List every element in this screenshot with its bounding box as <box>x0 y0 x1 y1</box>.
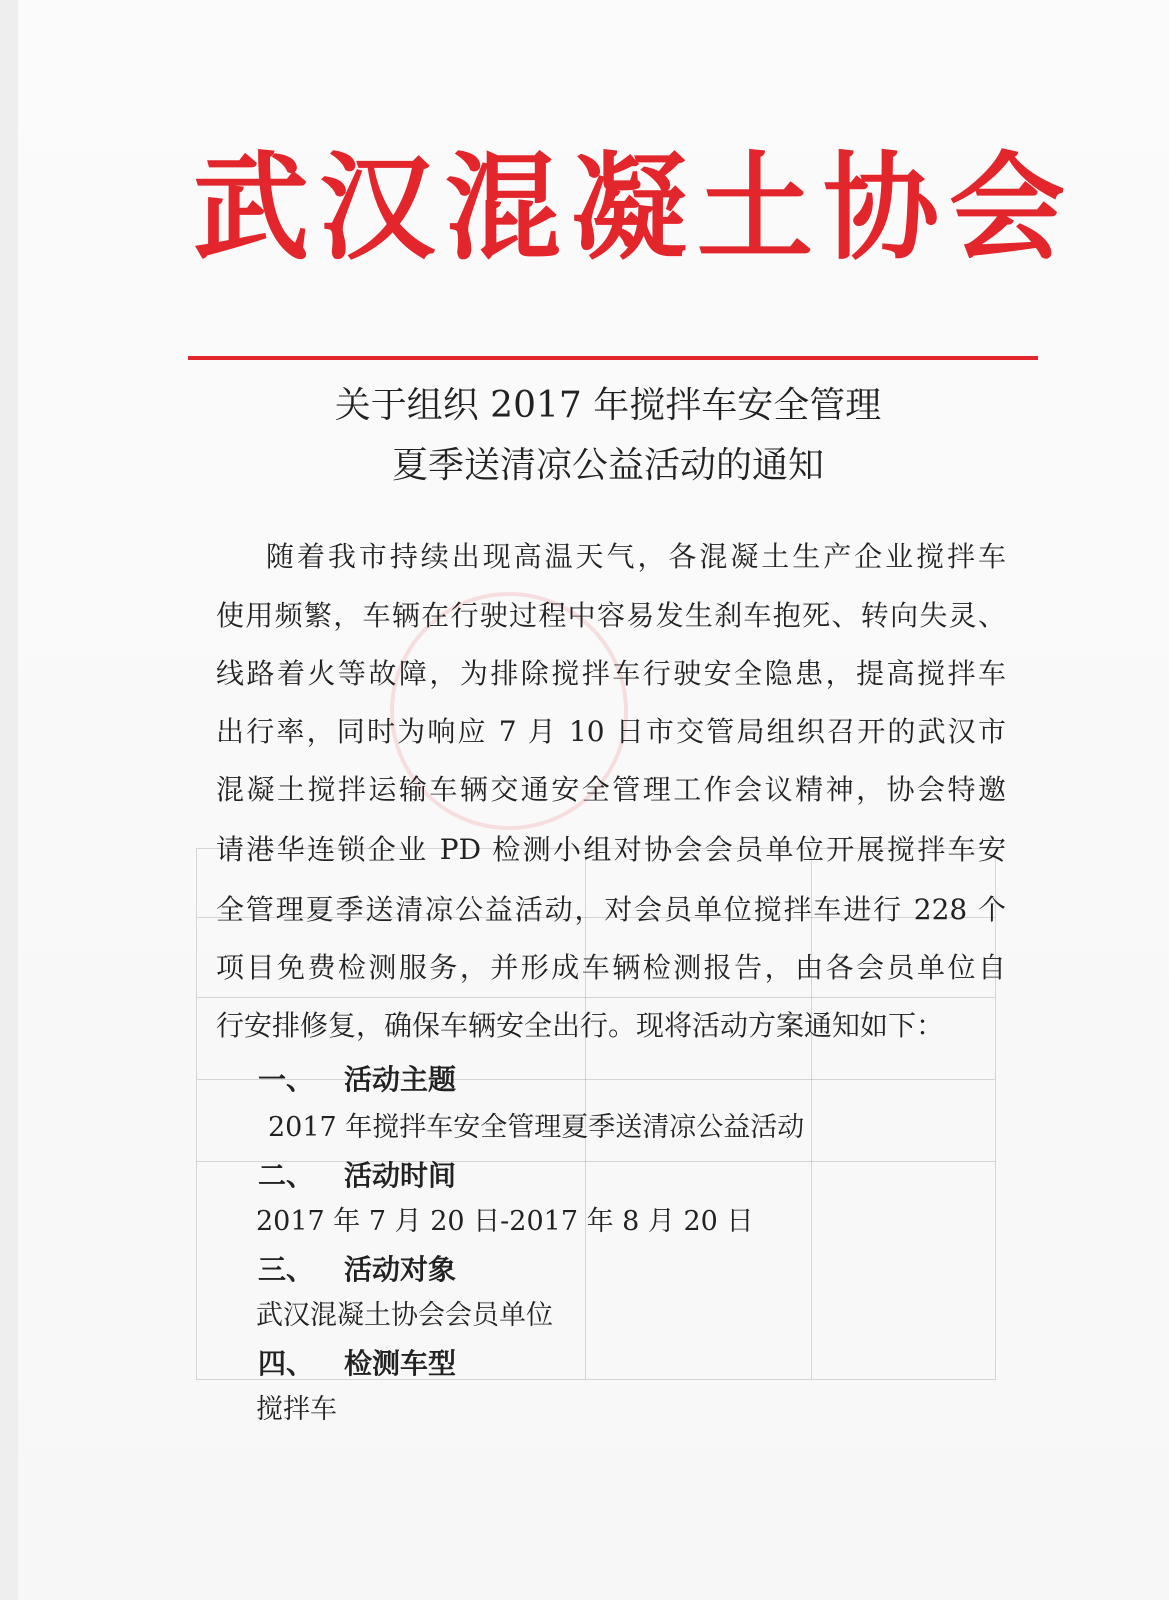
intro-line: 请港华连锁企业 PD 检测小组对协会会员单位开展搅拌车安 <box>216 833 1006 866</box>
section-heading-theme <box>258 1063 457 1096</box>
section-heading-target <box>258 1253 457 1286</box>
intro-line: 出行率，同时为响应 7 月 10 日市交管局组织召开的武汉市 <box>216 715 1006 748</box>
letterhead-title: 武汉混凝土协会 <box>193 140 1075 276</box>
intro-line: 使用频繁，车辆在行驶过程中容易发生刹车抱死、转向失灵、 <box>216 599 1006 632</box>
section-heading-vehicle-type <box>258 1347 457 1380</box>
section-number: 四、 <box>258 1347 315 1380</box>
section-label: 活动时间 <box>344 1159 457 1192</box>
notice-title-line-2: 夏季送清凉公益活动的通知 <box>391 445 824 486</box>
intro-line: 混凝土搅拌运输车辆交通安全管理工作会议精神，协会特邀 <box>216 773 1006 806</box>
intro-line: 全管理夏季送清凉公益活动，对会员单位搅拌车进行 228 个 <box>216 893 1006 926</box>
intro-line: 行安排修复，确保车辆安全出行。现将活动方案通知如下： <box>216 1009 945 1042</box>
section-content-theme: 2017 年搅拌车安全管理夏季送清凉公益活动 <box>268 1112 805 1143</box>
letterhead-divider <box>188 356 1038 360</box>
section-content-target: 武汉混凝土协会会员单位 <box>256 1300 553 1331</box>
intro-line: 项目免费检测服务，并形成车辆检测报告，由各会员单位自 <box>216 951 1006 984</box>
section-content-vehicle-type: 搅拌车 <box>256 1394 337 1425</box>
section-heading-time <box>258 1159 457 1192</box>
section-label: 活动对象 <box>344 1253 457 1286</box>
section-content-time: 2017 年 7 月 20 日-2017 年 8 月 20 日 <box>256 1206 754 1237</box>
intro-line: 随着我市持续出现高温天气，各混凝土生产企业搅拌车 <box>266 540 1006 573</box>
section-number: 二、 <box>258 1159 315 1192</box>
section-number: 三、 <box>258 1253 315 1286</box>
section-number: 一、 <box>258 1063 315 1096</box>
section-label: 活动主题 <box>344 1063 457 1096</box>
notice-title-line-1: 关于组织 2017 年搅拌车安全管理 <box>334 385 882 426</box>
intro-line: 线路着火等故障，为排除搅拌车行驶安全隐患，提高搅拌车 <box>216 657 1006 690</box>
section-label: 检测车型 <box>344 1347 457 1380</box>
